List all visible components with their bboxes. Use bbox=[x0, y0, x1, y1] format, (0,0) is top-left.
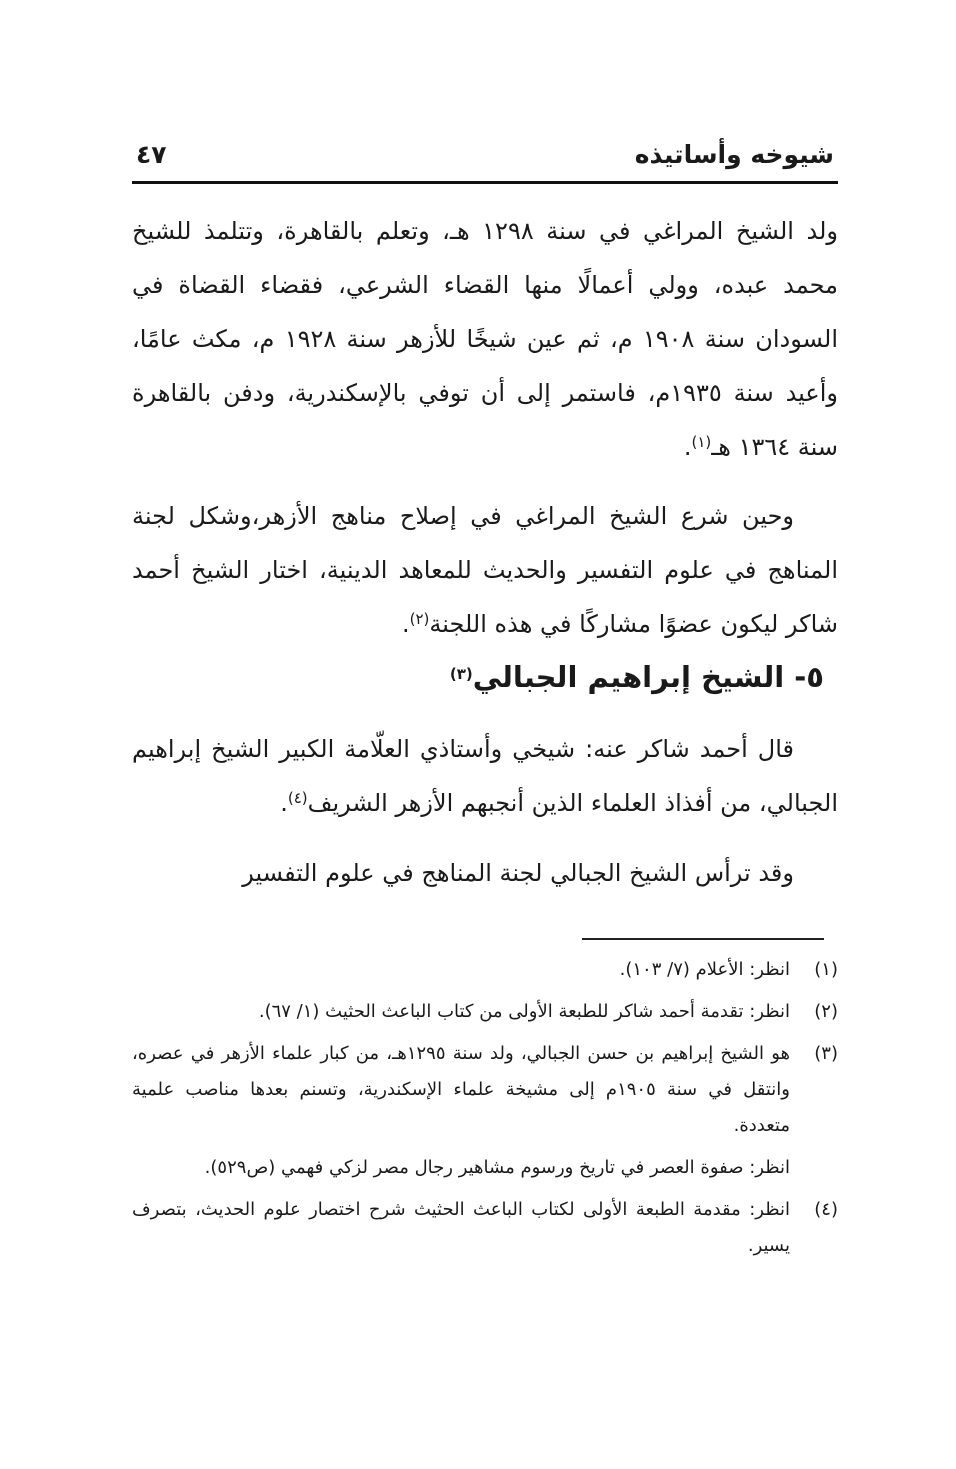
paragraph-4 bbox=[132, 846, 838, 900]
footnote-ref-2[interactable]: (٢) bbox=[409, 610, 430, 628]
footnotes bbox=[132, 952, 838, 1270]
paragraph-2-end: . bbox=[401, 610, 410, 638]
footnote-text: انظر: مقدمة الطبعة الأولى لكتاب الباعث الحثيث شرح اختصار علوم الحديث، بتصرف يسير. bbox=[132, 1199, 790, 1256]
section-heading-text: ٥- الشيخ إبراهيم الجبالي bbox=[472, 660, 824, 694]
paragraph-4-text: وقد ترأس الشيخ الجبالي لجنة المناهج في علوم التفسير bbox=[242, 859, 794, 887]
footnote-4 bbox=[132, 1192, 838, 1264]
footnote-number: (١) bbox=[814, 959, 838, 980]
paragraph-2 bbox=[132, 489, 838, 651]
footnote-source: انظر: صفوة العصر في تاريخ ورسوم مشاهير رجال مصر لزكي فهمي (ص٥٢٩). bbox=[204, 1157, 790, 1178]
paragraph-3 bbox=[132, 722, 838, 830]
paragraph-1-end: . bbox=[683, 433, 692, 461]
section-heading bbox=[450, 660, 824, 694]
footnote-3 bbox=[132, 1036, 838, 1186]
footnote-ref-4[interactable]: (٤) bbox=[287, 789, 308, 807]
footnote-number: (٢) bbox=[814, 1001, 838, 1022]
footnote-separator bbox=[582, 938, 824, 940]
footnote-text: انظر: الأعلام (٧/ ١٠٣). bbox=[619, 959, 790, 980]
paragraph-1 bbox=[132, 204, 838, 474]
footnote-text: هو الشيخ إبراهيم بن حسن الجبالي، ولد سنة ١٢٩٥هـ، من كبار علماء الأزهر في عصره، وانتقل في سنة ١٩٠٥م إلى مشيخة علماء الإسكندرية، وتسنم بعدها مناصب علمية متعددة. bbox=[132, 1043, 790, 1136]
paragraph-2-text: وحين شرع الشيخ المراغي في إصلاح مناهج الأزهر،وشكل لجنة المناهج في علوم التفسير والحديث للمعاهد الدينية، اختار الشيخ أحمد شاكر ليكون عضوًا مشاركًا في هذه اللجنة bbox=[132, 502, 838, 638]
footnote-ref-3[interactable]: (٣) bbox=[449, 665, 473, 683]
footnote-1 bbox=[132, 952, 838, 988]
footnote-ref-1[interactable]: (١) bbox=[691, 433, 712, 451]
header-rule bbox=[132, 181, 838, 184]
running-header-title: شيوخه وأساتيذه bbox=[634, 140, 834, 169]
footnote-2 bbox=[132, 994, 838, 1030]
paragraph-3-text: قال أحمد شاكر عنه: شيخي وأستاذي العلّامة الكبير الشيخ إبراهيم الجبالي، من أفذاذ العلماء الذين أنجبهم الأزهر الشريف bbox=[132, 735, 838, 817]
page-number: ٤٧ bbox=[136, 140, 167, 169]
footnote-number: (٤) bbox=[814, 1199, 838, 1220]
paragraph-1-text: ولد الشيخ المراغي في سنة ١٢٩٨ هـ، وتعلم بالقاهرة، وتتلمذ للشيخ محمد عبده، وولي أعمالًا منها القضاء الشرعي، فقضاء القضاة في السودان سنة ١٩٠٨ م، ثم عين شيخًا للأزهر سنة ١٩٢٨ م، مكث عامًا، وأعيد سنة ١٩٣٥م، فاستمر إلى أن توفي بالإسكندرية، ودفن بالقاهرة سنة ١٣٦٤ هـ bbox=[132, 217, 839, 461]
paragraph-3-end: . bbox=[280, 789, 288, 817]
footnote-number: (٣) bbox=[814, 1043, 838, 1064]
footnote-text: انظر: تقدمة أحمد شاكر للطبعة الأولى من كتاب الباعث الحثيث (١/ ٦٧). bbox=[258, 1001, 790, 1022]
